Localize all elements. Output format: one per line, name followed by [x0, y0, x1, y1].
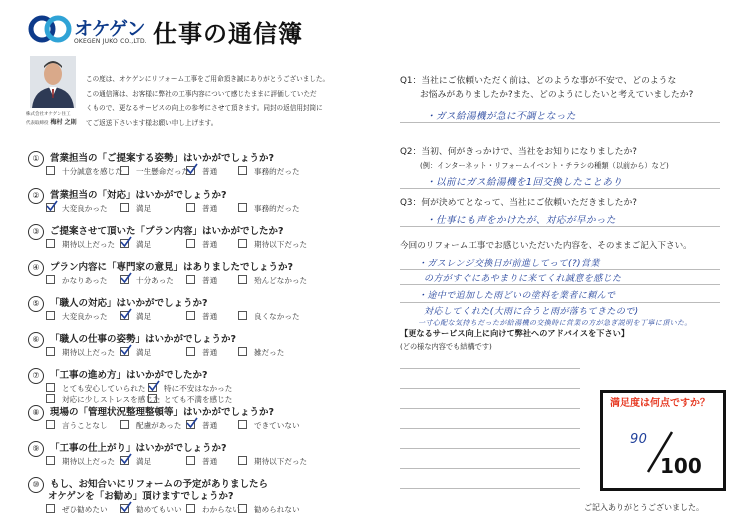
option-6-3[interactable] — [186, 347, 217, 358]
q2-question: Q2：当初、何がきっかけで、当社をお知りになりましたか? — [400, 147, 637, 157]
option-label: 対応に少しストレスを感じた — [62, 395, 161, 404]
question-3 — [28, 223, 388, 240]
option-label: 満足 — [136, 240, 152, 249]
option-label: 満足 — [136, 312, 152, 321]
checkbox-icon[interactable] — [46, 504, 55, 513]
question-7 — [28, 367, 388, 384]
checkbox-icon[interactable] — [186, 456, 195, 465]
option-label: 勧められない — [254, 505, 300, 514]
option-label: 事務的だった — [254, 167, 300, 176]
question-text: 「職人の対応」はいかがでしょうか? — [50, 298, 208, 309]
checkbox-icon[interactable] — [148, 394, 157, 403]
question-number: ⑩ — [28, 477, 44, 493]
option-4-1[interactable] — [46, 275, 108, 286]
option-label: 殆んどなかった — [254, 276, 308, 285]
q2-example: (例：インターネット・リフォームイベント・チラシの種類（以前から）など) — [420, 161, 669, 170]
checkbox-icon[interactable] — [120, 203, 129, 212]
question-text: 営業担当の「対応」はいかがでしょうか? — [50, 190, 227, 201]
intro-line: てご返送下さいます様お願い申し上げます。 — [86, 118, 218, 127]
question-4 — [28, 259, 388, 276]
option-label: かなりあった — [62, 276, 108, 285]
question-text-line2: オケゲンを「お勧め」頂けますでしょうか? — [48, 491, 234, 502]
checkbox-icon[interactable] — [46, 311, 55, 320]
option-label: とても不満を感じた — [164, 395, 233, 404]
option-9-1[interactable] — [46, 456, 115, 467]
impressions-answer-1[interactable]: ・ガスレンジ交換日が前進してって(?)営業 — [418, 259, 600, 269]
brand-subtitle: OKEGEN JUKO CO.,LTD. — [74, 38, 147, 45]
option-label: 十分あった — [136, 276, 174, 285]
option-label: 期待以上だった — [62, 240, 116, 249]
option-label: 普通 — [202, 348, 218, 357]
checkbox-checked-icon[interactable] — [148, 383, 157, 392]
checkbox-icon[interactable] — [46, 420, 55, 429]
checkbox-icon[interactable] — [186, 311, 195, 320]
checkbox-icon[interactable] — [46, 166, 55, 175]
option-label: 満足 — [136, 204, 152, 213]
option-2-3[interactable] — [186, 203, 217, 214]
option-4-2[interactable] — [120, 275, 174, 286]
page-title: 仕事の通信簿 — [153, 20, 303, 48]
satisfaction-label: 満足度は何点ですか？ — [610, 398, 710, 409]
question-text: 現場の「管理状況整理整頓等」はいかがでしょうか? — [50, 407, 275, 418]
checkbox-checked-icon[interactable] — [46, 203, 55, 212]
checkbox-icon[interactable] — [186, 275, 195, 284]
checkbox-checked-icon[interactable] — [120, 456, 129, 465]
option-9-4[interactable] — [238, 456, 307, 467]
option-label: できていない — [254, 421, 300, 430]
option-label: 十分誠意を感じた — [62, 167, 123, 176]
checkbox-icon[interactable] — [186, 347, 195, 356]
q3-answer[interactable]: ・仕事にも声をかけたが、対応が早かった — [426, 215, 616, 226]
option-10-4[interactable] — [238, 504, 300, 515]
advice-heading: 【更なるサービス向上に向けて弊社へのアドバイスを下さい】 — [400, 328, 630, 338]
impressions-answer-5[interactable]: 一寸心配な気持ちだったが給湯機の交換時に営業の方が急ぎ説明を丁寧に頂いた。 — [418, 319, 692, 327]
intro-text — [86, 72, 386, 130]
intro-line: この度は、オケゲンにリフォーム工事をご用命頂き誠にありがとうございました。 — [86, 75, 330, 83]
representative-photo — [30, 56, 76, 108]
question-1 — [28, 150, 388, 167]
checkbox-icon[interactable] — [46, 383, 55, 392]
option-2-1[interactable] — [46, 203, 108, 214]
question-text: プラン内容に「専門家の意見」はありましたでしょうか? — [50, 262, 294, 273]
question-number: ⑥ — [28, 332, 44, 348]
checkbox-checked-icon[interactable] — [120, 347, 129, 356]
question-text: 営業担当の「ご提案する姿勢」はいかがでしょうか? — [50, 153, 275, 164]
option-4-3[interactable] — [186, 275, 217, 286]
checkbox-icon[interactable] — [238, 456, 247, 465]
checkbox-icon[interactable] — [120, 420, 129, 429]
option-5-4[interactable] — [238, 311, 300, 322]
question-9 — [28, 440, 388, 457]
checkbox-checked-icon[interactable] — [186, 166, 195, 175]
option-6-2[interactable] — [120, 347, 151, 358]
question-8 — [28, 404, 388, 421]
option-label: ぜひ勧めたい — [62, 505, 108, 514]
question-text: 「工事の仕上がり」はいかがでしょうか? — [50, 443, 227, 454]
option-label: 雑だった — [254, 348, 285, 357]
checkbox-icon[interactable] — [238, 311, 247, 320]
checkbox-checked-icon[interactable] — [120, 239, 129, 248]
option-4-4[interactable] — [238, 275, 307, 286]
option-label: 普通 — [202, 276, 218, 285]
satisfaction-score-max: 100 — [660, 454, 702, 478]
q1-answer[interactable]: ・ガス給湯機が急に不調となった — [426, 111, 576, 122]
question-number: ⑦ — [28, 368, 44, 384]
q3-question: Q3：何が決めてとなって、当社にご依頼いただきましたか? — [400, 198, 637, 208]
option-10-1[interactable] — [46, 504, 108, 515]
option-8-1[interactable] — [46, 420, 108, 431]
checkbox-icon[interactable] — [238, 239, 247, 248]
checkbox-icon[interactable] — [186, 239, 195, 248]
option-8-4[interactable] — [238, 420, 300, 431]
intro-line: くもので、更なるサービスの向上の参考にさせて頂きます。同封の返信用封筒に — [86, 104, 323, 112]
question-number: ③ — [28, 224, 44, 240]
option-3-1[interactable] — [46, 239, 115, 250]
question-number: ① — [28, 151, 44, 167]
checkbox-icon[interactable] — [46, 347, 55, 356]
impressions-answer-2[interactable]: の方がすぐにあやまりに来てくれ誠意を感じた — [424, 274, 622, 284]
footer-thanks: ご記入ありがとうございました。 — [584, 503, 704, 512]
impressions-question: 今回のリフォーム工事でお感じいただいた内容を、そのままご記入下さい。 — [400, 241, 692, 251]
option-label: 期待以下だった — [254, 457, 308, 466]
option-label: 良くなかった — [254, 312, 300, 321]
option-1-2[interactable] — [120, 166, 189, 177]
brand-name: オケゲン — [74, 18, 145, 40]
question-number: ⑧ — [28, 405, 44, 421]
checkbox-checked-icon[interactable] — [120, 311, 129, 320]
checkbox-icon[interactable] — [238, 347, 247, 356]
option-2-2[interactable] — [120, 203, 151, 214]
checkbox-icon[interactable] — [238, 275, 247, 284]
option-label: 配慮があった — [136, 421, 182, 430]
option-5-2[interactable] — [120, 311, 151, 322]
option-label: 普通 — [202, 240, 218, 249]
option-5-1[interactable] — [46, 311, 108, 322]
checkbox-checked-icon[interactable] — [120, 275, 129, 284]
intro-line: この通信簿は、お客様に弊社の工事内容について感じたままに評価していただ — [86, 89, 317, 98]
question-text: 「工事の進め方」はいかがでしたか? — [50, 370, 208, 381]
rep-company: 株式会社オケゲン住工 — [26, 112, 71, 117]
option-label: 満足 — [136, 457, 152, 466]
option-1-3[interactable] — [186, 166, 217, 177]
checkbox-icon[interactable] — [46, 239, 55, 248]
option-3-4[interactable] — [238, 239, 307, 250]
rep-name: 梅村 之則 — [50, 119, 77, 126]
option-label: 事務的だった — [254, 204, 300, 213]
checkbox-icon[interactable] — [238, 166, 247, 175]
option-label: 言うことなし — [62, 421, 108, 430]
checkbox-icon[interactable] — [238, 203, 247, 212]
impressions-answer-4[interactable]: 対応してくれた(大雨に合うと雨が落ちてきたので) — [424, 307, 639, 317]
option-label: 満足 — [136, 348, 152, 357]
option-label: 期待以下だった — [254, 240, 308, 249]
option-10-3[interactable] — [186, 504, 240, 515]
satisfaction-score-value[interactable]: 90 — [630, 432, 648, 447]
option-5-3[interactable] — [186, 311, 217, 322]
option-9-2[interactable] — [120, 456, 151, 467]
rep-role: 代表取締役 — [26, 121, 49, 126]
option-2-4[interactable] — [238, 203, 300, 214]
option-3-3[interactable] — [186, 239, 217, 250]
okegen-logo-icon — [28, 14, 72, 44]
checkbox-icon[interactable] — [120, 166, 129, 175]
checkbox-icon[interactable] — [46, 456, 55, 465]
checkbox-icon[interactable] — [186, 504, 195, 513]
checkbox-icon[interactable] — [238, 504, 247, 513]
option-label: 勧めてもいい — [136, 505, 182, 514]
option-6-4[interactable] — [238, 347, 284, 358]
rep-role-name — [26, 117, 77, 126]
option-label: 期待以上だった — [62, 348, 116, 357]
option-1-4[interactable] — [238, 166, 300, 177]
question-number: ⑤ — [28, 296, 44, 312]
option-label: とても安心していられた — [62, 384, 146, 393]
question-number: ④ — [28, 260, 44, 276]
option-label: 期待以上だった — [62, 457, 116, 466]
option-label: 普通 — [202, 457, 218, 466]
checkbox-checked-icon[interactable] — [120, 504, 129, 513]
option-label: 普通 — [202, 204, 218, 213]
question-number: ⑨ — [28, 441, 44, 457]
question-number: ② — [28, 188, 44, 204]
checkbox-icon[interactable] — [238, 420, 247, 429]
question-text: ご提案させて頂いた「プラン内容」はいかがでしたか? — [50, 226, 284, 237]
question-5 — [28, 295, 388, 312]
question-text: もし、お知合いにリフォームの予定がありましたら — [50, 479, 269, 490]
checkbox-icon[interactable] — [186, 203, 195, 212]
question-6 — [28, 331, 388, 348]
option-label: 一生懸命だった — [136, 167, 190, 176]
checkbox-icon[interactable] — [46, 394, 55, 403]
option-label: 普通 — [202, 421, 218, 430]
option-10-2[interactable] — [120, 504, 182, 515]
option-6-1[interactable] — [46, 347, 115, 358]
option-3-2[interactable] — [120, 239, 151, 250]
q1-line2: お悩みがありましたか?また、どのようにしたいと考えていましたか? — [420, 90, 694, 100]
option-label: 特に不安はなかった — [164, 384, 233, 393]
q1-question — [400, 74, 720, 102]
q2-answer[interactable]: ・以前にガス給湯機を1回交換したことあり — [426, 177, 623, 188]
checkbox-checked-icon[interactable] — [186, 420, 195, 429]
option-9-3[interactable] — [186, 456, 217, 467]
option-7-1[interactable] — [46, 383, 146, 394]
option-label: 大変良かった — [62, 204, 108, 213]
checkbox-icon[interactable] — [46, 275, 55, 284]
question-2 — [28, 187, 388, 204]
option-7-2[interactable] — [148, 383, 232, 394]
option-label: 大変良かった — [62, 312, 108, 321]
option-1-1[interactable] — [46, 166, 123, 177]
option-label: わからない — [202, 505, 240, 514]
option-label: 普通 — [202, 167, 218, 176]
impressions-answer-3[interactable]: ・途中で追加した雨どいの塗料を業者に頼んで — [418, 291, 616, 301]
option-label: 普通 — [202, 312, 218, 321]
option-8-3[interactable] — [186, 420, 217, 431]
question-text: 「職人の仕事の姿勢」はいかがでしょうか? — [50, 334, 237, 345]
q1-line1: Q1：当社にご依頼いただく前は、どのような事が不安で、どのような — [400, 76, 677, 86]
advice-note: (どの様な内容でも結構です) — [400, 342, 492, 351]
option-8-2[interactable] — [120, 420, 182, 431]
